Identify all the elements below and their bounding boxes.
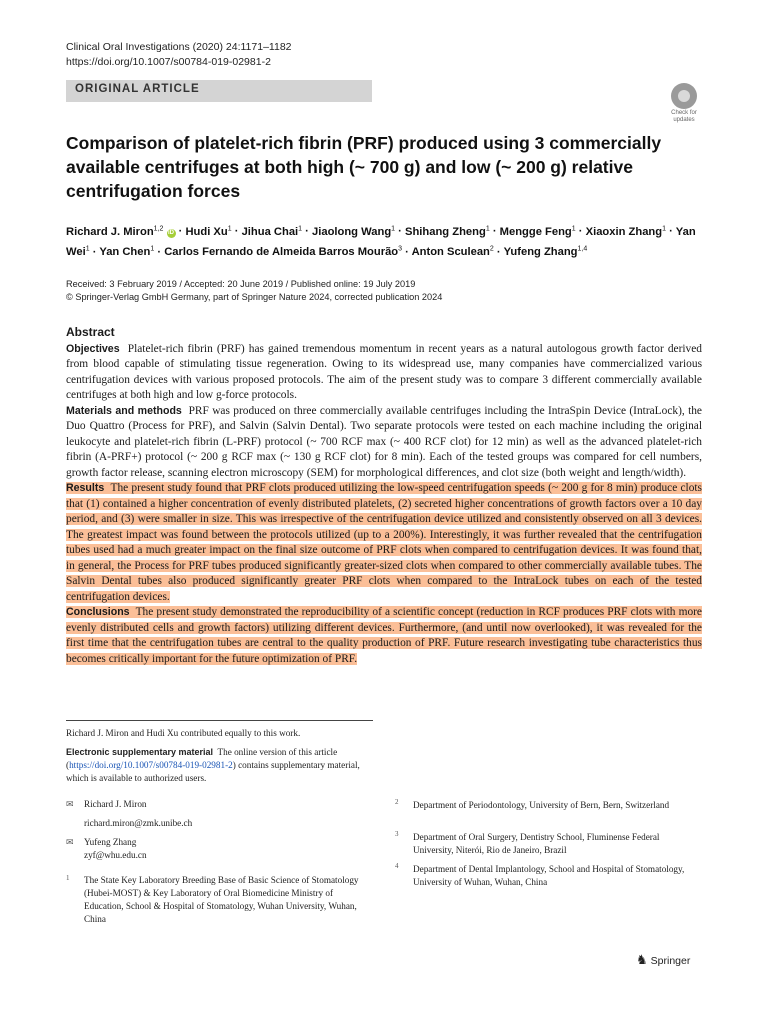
envelope-icon: ✉ (66, 799, 74, 809)
author-affiliation: 1 (298, 225, 303, 232)
abstract-heading: Abstract (66, 325, 115, 339)
publication-dates (66, 278, 442, 304)
article-type: ORIGINAL ARTICLE (75, 83, 200, 95)
methods-text: PRF was produced on three commercially available centrifuges including the IntraSpin Device (IntraLock), the Duo Quattro (Process for PRF), and Salvin (Salvin Dental). Two separate protocols were tested on each machine including the original leukocyte and platelet-rich fibrin (L-PRF) protocol (~ 700 RCF max (~ 400 RCF clot) for 12 min) as well as the advanced platelet-rich fibrin (A-PRF+) protocol (~ 200 g RCF max (~ 130 g RCF clot) for 8 min). Each of the tested groups was compared for cell numbers, growth factor release, scanning electron microscopy (SEM) for morphological differences, and clot size (both weight and length/width). (66, 404, 702, 479)
affiliation-2: Department of Periodontology, University of Bern, Bern, Switzerland (413, 800, 670, 810)
affiliation-number-1: 1 (66, 874, 70, 882)
abstract-objectives (66, 342, 702, 404)
check-for-updates-badge[interactable] (666, 83, 702, 123)
abstract-methods (66, 404, 702, 482)
esm-link[interactable]: https://doi.org/10.1007/s00784-019-02981-2 (69, 760, 233, 770)
journal-header (66, 40, 292, 70)
author-separator: · (489, 225, 500, 238)
author[interactable]: Shihang Zheng$^1$ (405, 225, 490, 238)
envelope-icon: ✉ (66, 837, 74, 847)
springer-horse-icon: ♞ (636, 952, 648, 967)
author[interactable]: Mengge Feng$^1$ (499, 225, 576, 238)
check-updates-icon (671, 83, 697, 109)
abstract-results (66, 481, 702, 605)
author[interactable]: Jiaolong Wang$^1$ (312, 225, 396, 238)
affiliation-number-4: 4 (395, 862, 399, 870)
author-affiliation: 1 (150, 245, 155, 253)
author-separator: · (395, 225, 406, 238)
article-title: Comparison of platelet-rich fibrin (PRF) produced using 3 commercially available centrifuges at both high (~ 700 g) and low (~ 200 g) relative centrifugation forces (66, 133, 662, 201)
author-separator: · (575, 225, 586, 238)
author[interactable]: Jihua Chai$^1$ (241, 225, 303, 238)
esm-text-post: ) contains supplementary material, which is available to authorized users. (66, 760, 360, 783)
author[interactable]: Xiaoxin Zhang$^1$ (585, 225, 667, 238)
esm-label: Electronic supplementary material (66, 747, 214, 757)
article-type-banner (66, 80, 372, 102)
affiliation-1: The State Key Laboratory Breeding Base of Basic Science of Stomatology (Hubei-MOST) & Key Laboratory of Oral Biomedicine Ministry of Education, School & Hospital of Stomatology, Wuhan University, Wuhan, China (84, 875, 359, 924)
publisher-name: Springer (650, 955, 691, 967)
author-affiliation: 2 (489, 245, 494, 253)
author-affiliation: 1 (571, 225, 576, 232)
author-affiliation: 3 (398, 245, 403, 253)
author[interactable]: Yan Chen$^1$ (99, 245, 155, 259)
received-accepted-published: Received: 3 February 2019 / Accepted: 20 June 2019 / Published online: 19 July 2019 (66, 279, 416, 289)
abstract-conclusions (66, 605, 702, 667)
affiliation-number-2: 2 (395, 798, 399, 806)
author[interactable]: Carlos Fernando de Almeida Barros Mourão$^3$ (164, 245, 403, 259)
author-affiliation: 1 (485, 225, 490, 232)
esm-text-pre: The online version of this article ( (66, 747, 338, 770)
abstract (66, 325, 702, 667)
author-affiliation: 1 (662, 225, 667, 232)
results-label: Results (66, 482, 105, 494)
author[interactable]: Anton Sculean$^2$ (411, 245, 494, 259)
contact-email-2[interactable]: zyf@whu.edu.cn (84, 850, 147, 860)
conclusions-text: The present study demonstrated the reproducibility of a scientific concept (reduction in RCF produces PRF clots with more evenly distributed cells and growth factors) utilizing different devices. Furthermore, (and until now overlooked), it was revealed for the first time that the centrifugation tubes are central to the quality production of PRF. Future research investigating tube characteristics thus becomes critically important for the future optimization of PRF. (66, 606, 702, 665)
author-separator: · (89, 246, 100, 259)
contact-email-1[interactable]: richard.miron@zmk.unibe.ch (84, 818, 193, 828)
conclusions-label: Conclusions (66, 606, 130, 618)
results-text: The present study found that PRF clots produced utilizing the low-speed centrifugation speeds (~ 200 g for 8 min) produce clots that (1) contained a higher concentration of evenly distributed platelets, (2) secreted higher concentrations of growth factors over a 10 day period, and (3) were smaller in size. This was irrespective of the centrifugation device utilized and consistently observed on all 3 devices. The greatest impact was found between the protocols utilized (up to a 200%). Interestingly, it was further revealed that the centrifugation tubes used had a much greater impact on the final size outcome of PRF clots when compared to centrifugation devices. It was found that, in general, the Process for PRF tubes produced significantly greater-sized clots when compared to other commercially available tubes. The Salvin Dental tubes also produced significantly greater PRF clots when compared to the IntraLock tubes on each of the tested centrifugation devices. (66, 482, 702, 603)
publisher-logo (636, 952, 690, 968)
author-separator: · (666, 225, 676, 238)
objectives-text: Platelet-rich fibrin (PRF) has gained tremendous momentum in recent years as a natural autologous growth factor derived from blood capable of stimulating tissue regeneration. Owing to its widespread use, many companies have commercialized various centrifugation devices with various proposed protocols. The aim of the present study was to compare 3 different commercially available centrifuges at both high and low g-force protocols. (66, 342, 702, 401)
check-updates-label: Check for updates (671, 110, 697, 123)
author-separator: · (231, 225, 242, 238)
author-separator: · (302, 225, 313, 238)
author-affiliation: 1 (227, 225, 232, 232)
affiliation-4: Department of Dental Implantology, School and Hospital of Stomatology, University of Wuhan, Wuhan, China (413, 864, 685, 887)
contact-and-affiliations-left (66, 798, 374, 938)
author-affiliation: 1,2 (153, 225, 164, 232)
methods-label: Materials and methods (66, 404, 182, 417)
orcid-icon[interactable]: iD (168, 229, 174, 236)
author[interactable]: Yufeng Zhang$^{1,4}$ (503, 245, 588, 259)
esm-note (66, 746, 374, 785)
affiliations-right (395, 798, 705, 898)
author[interactable]: Richard J. Miron$^{1,2}$ iD (66, 225, 174, 238)
affiliation-number-3: 3 (395, 830, 399, 838)
author-list (66, 220, 706, 261)
author-separator: · (493, 246, 504, 259)
objectives-label: Objectives (66, 342, 120, 355)
author[interactable]: Yan Wei$^1$ (66, 225, 696, 259)
copyright-line: © Springer-Verlag GmbH Germany, part of Springer Nature 2024, corrected publication 2024 (66, 292, 443, 302)
affiliation-3: Department of Oral Surgery, Dentistry School, Fluminense Federal University, Niterói, Rio de Janeiro, Brazil (413, 832, 660, 855)
author-separator: · (154, 246, 165, 259)
footnote-divider (66, 720, 373, 721)
equal-contribution-note: Richard J. Miron and Hudi Xu contributed equally to this work. (66, 728, 301, 738)
author-affiliation: 1 (85, 245, 90, 253)
doi-link[interactable]: https://doi.org/10.1007/s00784-019-02981-2 (66, 56, 271, 68)
contact-name-1: Richard J. Miron (84, 799, 147, 809)
author-affiliation: 1 (391, 225, 396, 232)
author-separator: · (175, 225, 186, 238)
author-affiliation: 1,4 (577, 245, 588, 253)
author[interactable]: Hudi Xu$^1$ (185, 225, 232, 238)
author-separator: · (402, 246, 412, 259)
contact-name-2: Yufeng Zhang (84, 837, 137, 847)
journal-citation: Clinical Oral Investigations (2020) 24:1171–1182 (66, 41, 292, 53)
